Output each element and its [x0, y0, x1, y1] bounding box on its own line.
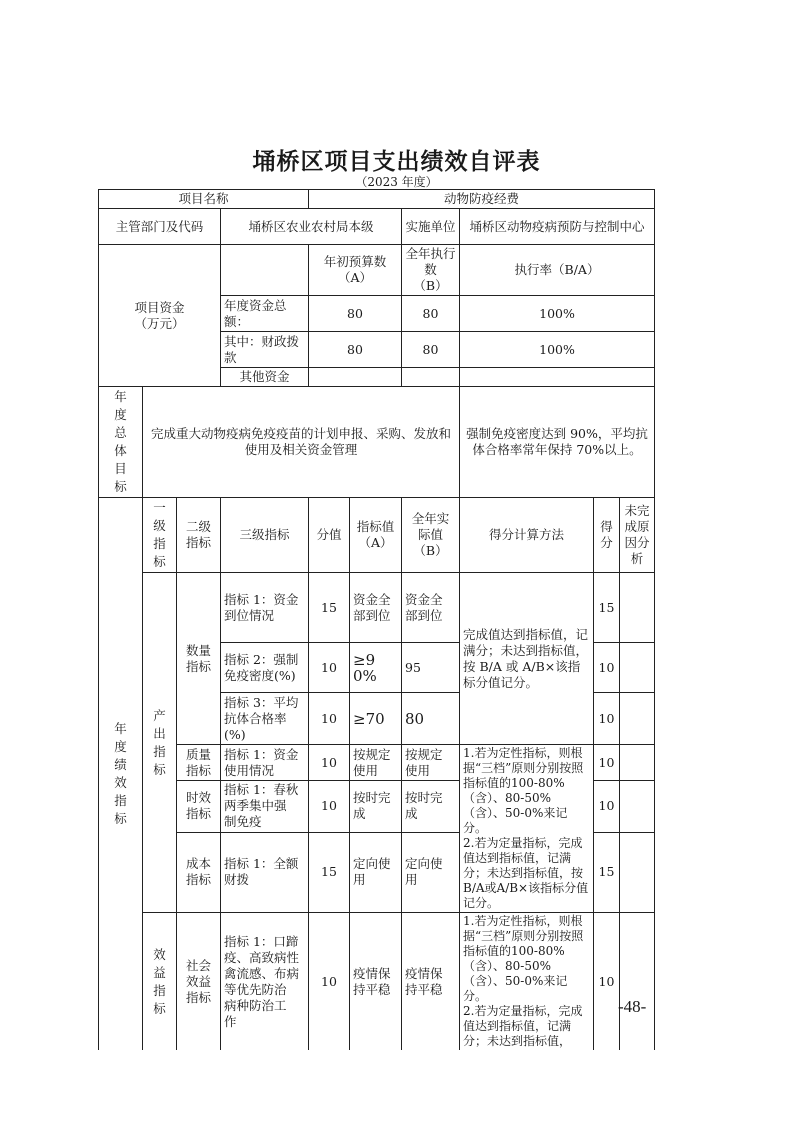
indicator-reason	[620, 573, 655, 643]
funds-row-executed	[402, 368, 460, 387]
header-level1: 一 级 指 标	[143, 498, 177, 573]
cost-indicator-label: 成本 指标	[177, 832, 221, 913]
header-score: 分值	[309, 498, 350, 573]
indicator-actual: 定向使 用	[402, 832, 460, 913]
indicators-section-label: 年 度 绩 效 指 标	[99, 498, 143, 1051]
time-indicator-label: 时效 指标	[177, 781, 221, 832]
funds-row-budget: 80	[309, 332, 402, 368]
funds-blank-header	[221, 245, 309, 296]
method-quantity: 完成值达到指标值，记满分；未达到指标值，按 B/A 或 A/B×该指标分值记分。	[460, 573, 594, 745]
header-level2: 二级 指标	[177, 498, 221, 573]
funds-row-label: 其中：财政拨 款	[221, 332, 309, 368]
indicator-score: 15	[309, 832, 350, 913]
report-year: （2023 年度）	[355, 175, 438, 189]
indicator-reason	[620, 781, 655, 832]
method-benefit: 1.若为定性指标，则根据“三档”原则分别按照指标值的100-80%（含）、80-50%（含）、50-0%来记分。 2.若为定量指标，完成值达到指标值，记满分；未达到指标值，	[460, 913, 594, 1051]
overall-goal-label: 年 度 总 体 目 标	[99, 387, 143, 498]
indicator-actual: 资金全 部到位	[402, 573, 460, 643]
indicator-name: 指标 1：春秋 两季集中强 制免疫	[221, 781, 309, 832]
method-mixed: 1.若为定性指标，则根据“三档”原则分别按照指标值的100-80%（含）、80-50%（含）、50-0%来记分。 2.若为定量指标，完成值达到指标值，记满分；未达到指标值，按B/A或A/B×该指标分值记分。	[460, 745, 594, 913]
funds-row-label: 年度资金总 额：	[221, 296, 309, 332]
funds-label: 项目资金 （万元）	[99, 245, 221, 387]
indicator-got: 15	[594, 832, 620, 913]
impl-value: 埇桥区动物疫病预防与控制中心	[460, 209, 655, 245]
funds-row-budget: 80	[309, 296, 402, 332]
indicator-target: ≥90%	[350, 643, 402, 693]
output-indicator-label: 产 出 指 标	[143, 573, 177, 913]
indicator-actual: 按时完 成	[402, 781, 460, 832]
indicator-reason	[620, 693, 655, 745]
funds-header-budget: 年初预算数（A）	[309, 245, 402, 296]
indicator-got: 15	[594, 573, 620, 643]
indicator-actual: 按规定 使用	[402, 745, 460, 781]
indicator-target: 按时完 成	[350, 781, 402, 832]
project-name-value: 动物防疫经费	[309, 190, 655, 209]
quantity-indicator-label: 数量 指标	[177, 573, 221, 745]
quality-indicator-label: 质量 指标	[177, 745, 221, 781]
indicator-actual: 疫情保 持平稳	[402, 913, 460, 1051]
funds-row-rate: 100%	[460, 332, 655, 368]
indicator-score: 10	[309, 913, 350, 1051]
page-number: -48-	[618, 997, 647, 1016]
funds-row-budget	[309, 368, 402, 387]
dept-value: 埇桥区农业农村局本级	[221, 209, 402, 245]
funds-row-rate	[460, 368, 655, 387]
impl-label: 实施单位	[402, 209, 460, 245]
indicator-name: 指标 3：平均 抗体合格率 (%)	[221, 693, 309, 745]
funds-header-executed: 全年执行数 （B）	[402, 245, 460, 296]
funds-header-rate: 执行率（B/A）	[460, 245, 655, 296]
funds-row-label: 其他资金	[221, 368, 309, 387]
indicator-target: 定向使 用	[350, 832, 402, 913]
evaluation-table	[98, 189, 655, 1050]
indicator-target: ≥70	[350, 693, 402, 745]
indicator-score: 10	[309, 643, 350, 693]
overall-goal-left: 完成重大动物疫病免疫疫苗的计划申报、采购、发放和使用及相关资金管理	[143, 387, 460, 498]
social-indicator-label: 社会 效益 指标	[177, 913, 221, 1051]
header-method: 得分计算方法	[460, 498, 594, 573]
funds-row-executed: 80	[402, 332, 460, 368]
indicator-reason	[620, 745, 655, 781]
indicator-got: 10	[594, 643, 620, 693]
indicator-name: 指标 1：口蹄 疫、高致病性 禽流感、布病 等优先防治 病种防治工 作	[221, 913, 309, 1051]
indicator-got: 10	[594, 693, 620, 745]
header-got: 得 分	[594, 498, 620, 573]
indicator-name: 指标 1：资金 使用情况	[221, 745, 309, 781]
indicator-actual: 80	[402, 693, 460, 745]
header-actual: 全年实 际值（B）	[402, 498, 460, 573]
indicator-name: 指标 1：全额 财拨	[221, 832, 309, 913]
header-level3: 三级指标	[221, 498, 309, 573]
indicator-reason	[620, 643, 655, 693]
indicator-got: 10	[594, 781, 620, 832]
header-target: 指标值 （A）	[350, 498, 402, 573]
dept-label: 主管部门及代码	[99, 209, 221, 245]
indicator-target: 疫情保 持平稳	[350, 913, 402, 1051]
indicator-name: 指标 1：资金 到位情况	[221, 573, 309, 643]
header-reason: 未完 成原 因分 析	[620, 498, 655, 573]
benefit-indicator-label: 效 益 指 标	[143, 913, 177, 1051]
indicator-actual: 95	[402, 643, 460, 693]
indicator-target: 按规定 使用	[350, 745, 402, 781]
indicator-reason	[620, 913, 655, 1051]
indicator-score: 10	[309, 745, 350, 781]
indicator-score: 15	[309, 573, 350, 643]
indicator-got: 10	[594, 745, 620, 781]
indicator-reason	[620, 832, 655, 913]
indicator-target: 资金全 部到位	[350, 573, 402, 643]
funds-row-rate: 100%	[460, 296, 655, 332]
indicator-got: 10	[594, 913, 620, 1051]
overall-goal-right: 强制免疫密度达到 90%，平均抗体合格率常年保持 70%以上。	[460, 387, 655, 498]
indicator-name: 指标 2：强制 免疫密度(%)	[221, 643, 309, 693]
page-title: 埇桥区项目支出绩效自评表	[252, 148, 541, 175]
funds-row-executed: 80	[402, 296, 460, 332]
project-name-label: 项目名称	[99, 190, 309, 209]
indicator-score: 10	[309, 781, 350, 832]
indicator-score: 10	[309, 693, 350, 745]
